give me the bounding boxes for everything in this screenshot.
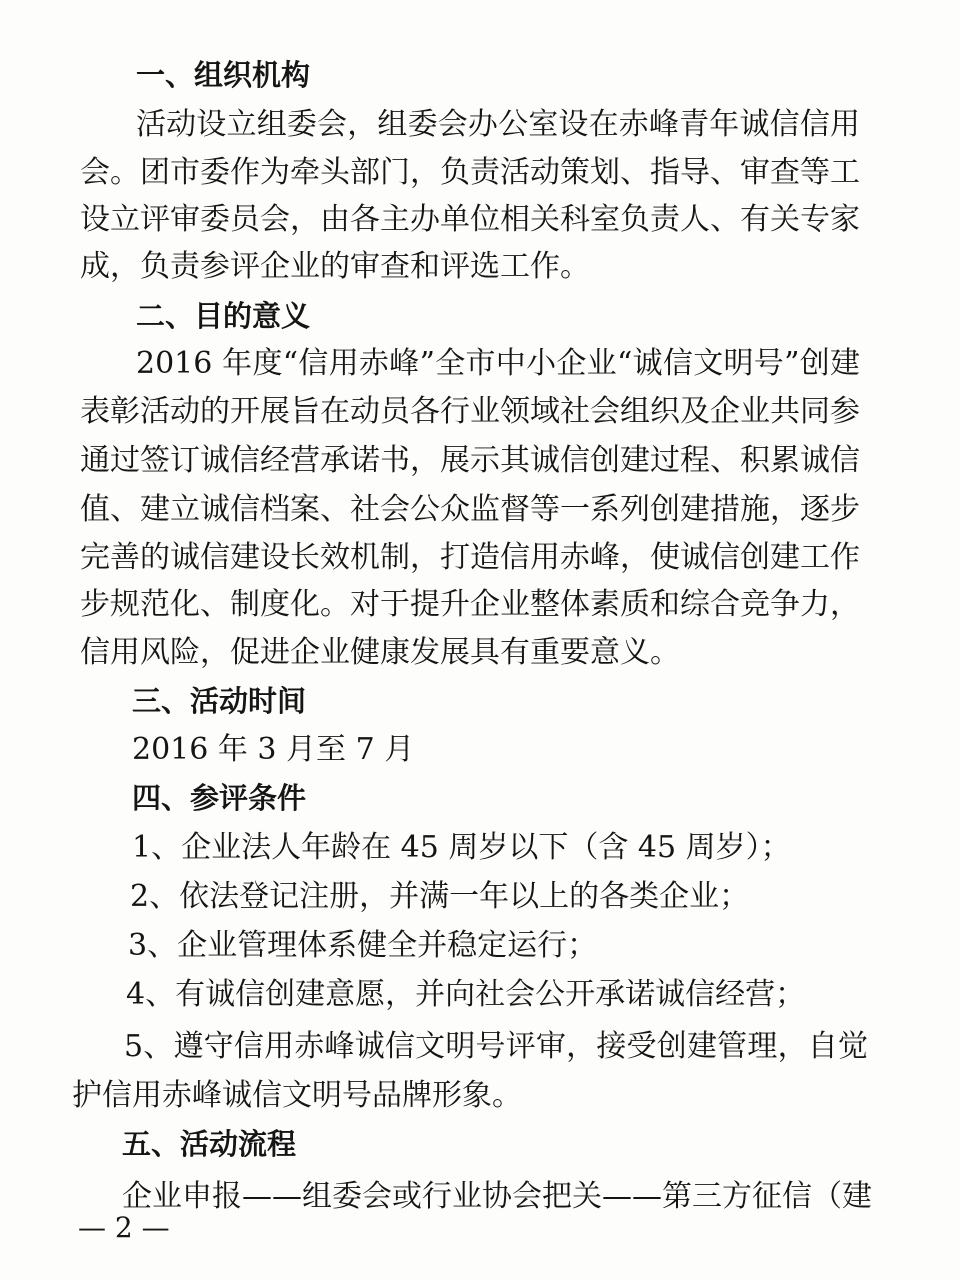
paragraph-line: 企业申报——组委会或行业协会把关——第三方征信（建 [122, 1179, 872, 1214]
paragraph-line: 信用风险，促进企业健康发展具有重要意义。 [80, 635, 680, 670]
paragraph-line: 2016 年 3 月至 7 月 [132, 732, 415, 767]
list-item: 2、依法登记注册，并满一年以上的各类企业； [130, 879, 750, 914]
page-number: — 2 — [78, 1211, 170, 1244]
section-heading-purpose: 二、目的意义 [136, 299, 311, 333]
section-heading-conditions: 四、参评条件 [132, 781, 307, 815]
paragraph-line: 完善的诚信建设长效机制，打造信用赤峰，使诚信创建工作 [80, 540, 860, 575]
paragraph-line: 通过签订诚信经营承诺书，展示其诚信创建过程、积累诚信 [80, 443, 860, 478]
list-item-continuation: 护信用赤峰诚信文明号品牌形象。 [72, 1078, 522, 1113]
paragraph-line: 活动设立组委会，组委会办公室设在赤峰青年诚信信用 [136, 107, 860, 142]
list-item: 4、有诚信创建意愿，并向社会公开承诺诚信经营； [126, 977, 806, 1012]
paragraph-line: 表彰活动的开展旨在动员各行业领域社会组织及企业共同参 [80, 394, 860, 429]
paragraph-line: 成，负责参评企业的审查和评选工作。 [80, 249, 590, 284]
paragraph-line: 值、建立诚信档案、社会公众监督等一系列创建措施，逐步 [80, 492, 860, 527]
section-heading-time: 三、活动时间 [132, 684, 307, 718]
list-item: 5、遵守信用赤峰诚信文明号评审，接受创建管理，自觉 [124, 1029, 868, 1064]
paragraph-line: 2016 年度“信用赤峰”全市中小企业“诚信文明号”创建 [136, 346, 860, 381]
section-heading-organization: 一、组织机构 [136, 58, 311, 92]
list-item: 3、企业管理体系健全并稳定运行； [128, 928, 598, 963]
section-heading-process: 五、活动流程 [122, 1127, 297, 1161]
paragraph-line: 步规范化、制度化。对于提升企业整体素质和综合竞争力， [80, 587, 860, 622]
paragraph-line: 设立评审委员会，由各主办单位相关科室负责人、有关专家 [80, 202, 860, 237]
list-item: 1、企业法人年龄在 45 周岁以下（含 45 周岁）； [132, 830, 791, 865]
paragraph-line: 会。团市委作为牵头部门，负责活动策划、指导、审查等工 [80, 155, 860, 190]
